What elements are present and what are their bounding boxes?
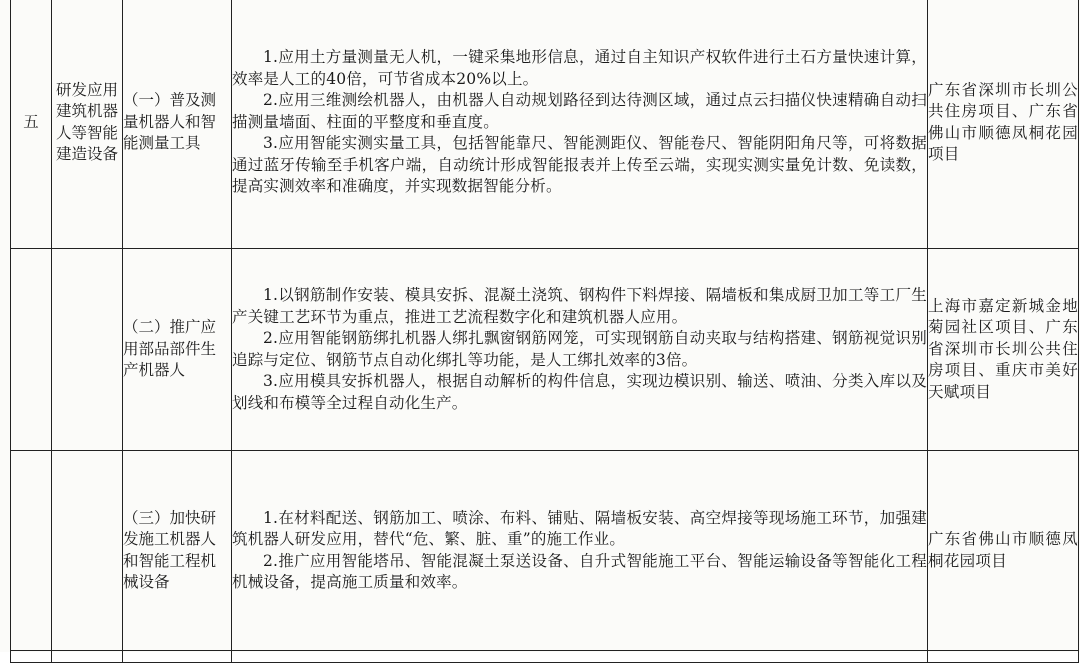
- empty-cell: [928, 651, 1079, 663]
- content-item: 3.应用模具安拆机器人，根据自动解析的构件信息，实现边模识别、输送、喷油、分类入库以及划线和布模等全过程自动化生产。: [232, 372, 927, 412]
- case-projects: 上海市嘉定新城金地菊园社区项目、广东省深圳市长圳公共住房项目、重庆市美好天赋项目: [928, 249, 1079, 451]
- section-title: [52, 451, 123, 651]
- empty-cell: [52, 651, 123, 663]
- empty-cell: [232, 651, 928, 663]
- content-item: 1.以钢筋制作安装、模具安拆、混凝土浇筑、钢构件下料焊接、隔墙板和集成厨卫加工等工厂生产关键工艺环节为重点，推进工艺流程数字化和建筑机器人应用。: [232, 286, 927, 326]
- category-cell: [123, 249, 232, 451]
- section-number: [11, 249, 52, 451]
- category-label: （一）普及测量机器人和智能测量工具: [123, 91, 217, 153]
- content-item: 2.推广应用智能塔吊、智能混凝土泵送设备、自升式智能施工平台、智能运输设备等智能化工程机械设备，提高施工质量和效率。: [232, 551, 927, 591]
- section-number: [11, 451, 52, 651]
- content-item: 1.应用土方量测量无人机，一键采集地形信息，通过自主知识产权软件进行土石方量快速计算，效率是人工的40倍，可节省成本20%以上。: [232, 48, 927, 88]
- category-cell: [123, 0, 232, 249]
- content-item: 1.在材料配送、钢筋加工、喷涂、布料、铺贴、隔墙板安装、高空焊接等现场施工环节，加强建筑机器人研发应用，替代“危、繁、脏、重”的施工作业。: [232, 508, 927, 548]
- case-projects: 广东省深圳市长圳公共住房项目、广东省佛山市顺德凤桐花园项目: [928, 0, 1079, 249]
- empty-cell: [11, 651, 52, 663]
- content-item: 2.应用三维测绘机器人，由机器人自动规划路径到达待测区域，通过点云扫描仪快速精确自动扫描测量墙面、柱面的平整度和垂直度。: [232, 91, 927, 131]
- table-row: [11, 249, 1079, 451]
- policy-table: [10, 0, 1079, 663]
- table-row-partial: [11, 651, 1079, 663]
- category-cell: [123, 451, 232, 651]
- content-cell: [232, 249, 928, 451]
- category-label: （二）推广应用部品部件生产机器人: [123, 318, 217, 380]
- table-row: [11, 0, 1079, 249]
- content-item: 2.应用智能钢筋绑扎机器人绑扎飘窗钢筋网笼，可实现钢筋自动夹取与结构搭建、钢筋视觉识别追踪与定位、钢筋节点自动化绑扎等功能，是人工绑扎效率的3倍。: [232, 329, 927, 369]
- category-label: （三）加快研发施工机器人和智能工程机械设备: [123, 508, 217, 591]
- section-title: [52, 249, 123, 451]
- section-title: 研发应用建筑机器人等智能建造设备: [52, 0, 123, 249]
- table-row: [11, 451, 1079, 651]
- case-projects: 广东省佛山市顺德凤桐花园项目: [928, 451, 1079, 651]
- empty-cell: [123, 651, 232, 663]
- content-cell: [232, 0, 928, 249]
- section-number: 五: [11, 0, 52, 249]
- content-cell: [232, 451, 928, 651]
- content-item: 3.应用智能实测实量工具，包括智能靠尺、智能测距仪、智能卷尺、智能阴阳角尺等，可将数据通过蓝牙传输至手机客户端，自动统计形成智能报表并上传至云端，实现实测实量免计数、免读数，提高实测效率和准确度，并实现数据智能分析。: [232, 134, 927, 196]
